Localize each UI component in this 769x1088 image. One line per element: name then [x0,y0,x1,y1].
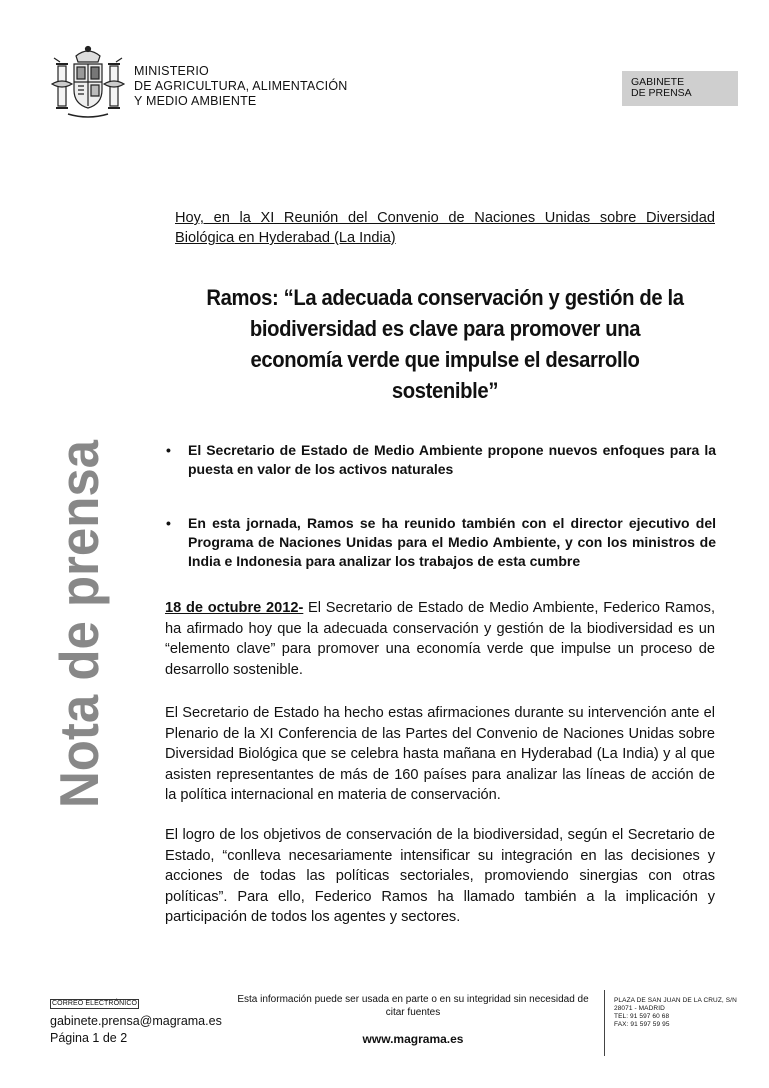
email-label: CORREO ELECTRÓNICO [52,1000,138,1007]
kicker-line: Biológica en Hyderabad (La India) [175,230,396,246]
side-label-text: Nota de prensa [48,410,110,808]
address-line: PLAZA DE SAN JUAN DE LA CRUZ, S/N [614,997,737,1004]
bullet-item [166,514,716,571]
footer-divider [604,990,605,1056]
gabinete-line: DE PRENSA [631,87,692,99]
side-label [38,410,110,810]
bullet-text: En esta jornada, Ramos se ha reunido también con el director ejecutivo del Programa de Naciones Unidas para el Medio Ambiente, y con los ministros de India e Indonesia para analizar los trabajos de esta cumbre [188,515,716,569]
bullet-item [166,441,716,479]
body-paragraph: El Secretario de Estado ha hecho estas afirmaciones durante su intervención ante el Plenario de la XI Conferencia de las Partes del Convenio de Naciones Unidas sobre Diversidad Biológica que se celebra hasta mañana en Hyderabad (La India) y al que asisten representantes de más de 160 países para analizar las líneas de acción de la política internacional en materia de conservación. [165,705,715,803]
ministry-name [134,64,348,109]
website-link[interactable]: www.magrama.es [362,1032,464,1046]
dateline: 18 de octubre 2012- [165,600,304,616]
address-line: 28071 - MADRID [614,1005,665,1012]
ministry-line: MINISTERIO [134,64,209,78]
ministry-line: DE AGRICULTURA, ALIMENTACIÓN [134,79,348,93]
bullet-icon: • [166,442,171,458]
address-line: FAX: 91 597 59 95 [614,1021,670,1028]
headline [174,282,717,406]
address-line: TEL: 91 597 60 68 [614,1013,670,1020]
headline-line: biodiversidad es clave para promover una [249,316,641,341]
address-block [614,997,737,1029]
page-number: Página 1 de 2 [50,1031,128,1045]
bullet-icon: • [166,515,171,531]
usage-note: Esta información puede ser usada en parte o en su integridad sin necesidad de citar fuentes [237,994,589,1018]
kicker [175,208,715,248]
spain-coat-of-arms-icon [50,44,126,122]
gabinete-box [622,71,738,106]
email-link[interactable]: gabinete.prensa@magrama.es [50,1014,222,1028]
ministry-line: Y MEDIO AMBIENTE [134,94,257,108]
footer-contact [50,992,222,1028]
gabinete-line: GABINETE [631,76,685,88]
headline-line: Ramos: “La adecuada conservación y gestión de la [206,285,684,310]
bullet-text: El Secretario de Estado de Medio Ambiente propone nuevos enfoques para la puesta en valor de los activos naturales [188,442,716,477]
paragraph-text: El Secretario de Estado de Medio Ambiente, Federico Ramos, ha afirmado hoy que la adecuada conservación y gestión de la biodiversidad es un “elemento clave” para promover una economía verde que impulse un proceso de desarrollo sostenible. [165,600,715,678]
body-paragraph: El logro de los objetivos de conservación de la biodiversidad, según el Secretario de Estado, “conlleva necesariamente intensificar su integración en las decisiones y acciones de todas las políticas sectoriales, promoviendo sinergias con otras políticas”. Para ello, Federico Ramos ha llamado también a la implicación y participación de todos los agentes y sectores. [165,827,715,925]
headline-line: sostenible” [391,378,499,403]
headline-line: economía verde que impulse el desarrollo [250,347,640,372]
body-paragraph [165,598,715,680]
kicker-line: Hoy, en la XI Reunión del Convenio de Naciones Unidas sobre Diversidad [175,210,715,226]
